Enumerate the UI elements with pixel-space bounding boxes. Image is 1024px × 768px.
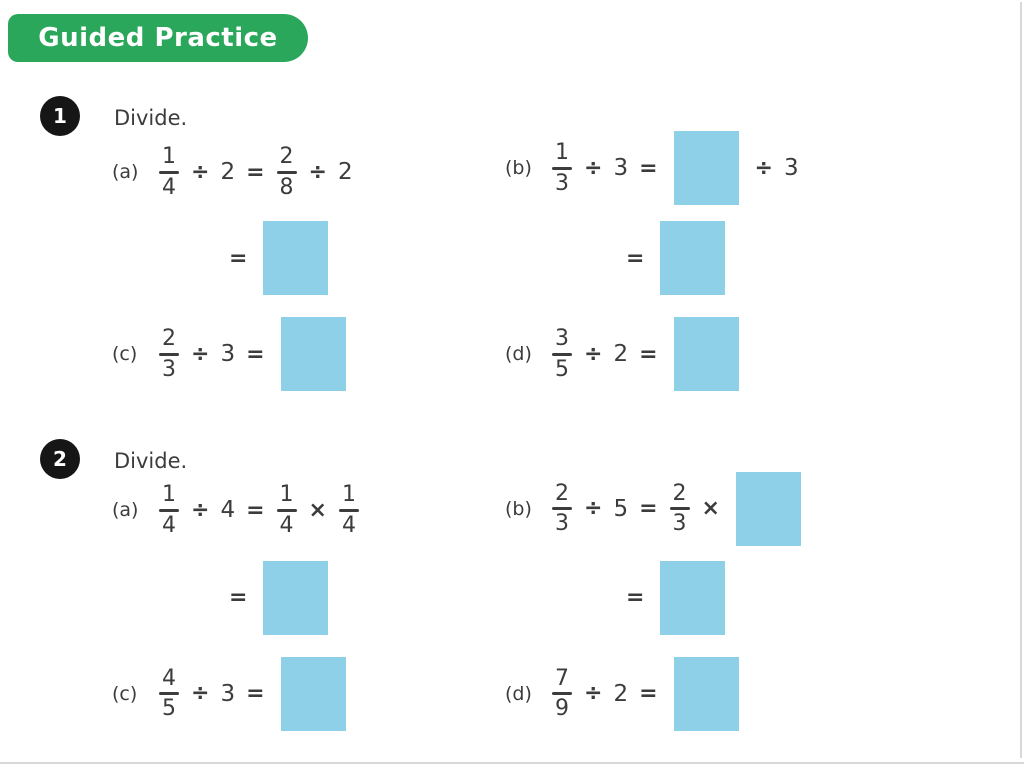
number: 3	[220, 341, 236, 367]
part-label: (c)	[112, 682, 138, 705]
fraction-numerator: 1	[162, 144, 176, 170]
fraction-bar	[552, 507, 572, 510]
number: 2	[613, 341, 629, 367]
banner-label: Guided Practice	[38, 23, 278, 53]
fraction-bar	[670, 507, 690, 510]
problem-1-badge	[40, 96, 80, 136]
fraction	[277, 483, 297, 536]
fraction-numerator: 2	[162, 326, 176, 352]
fraction	[159, 145, 179, 198]
fraction	[159, 483, 179, 536]
fraction-bar	[159, 692, 179, 695]
operator: ÷	[584, 496, 603, 521]
operator: ÷	[308, 159, 327, 185]
fraction-denominator: 9	[555, 696, 569, 721]
answer-box[interactable]	[263, 221, 328, 295]
number: 3	[220, 680, 236, 707]
fraction-numerator: 7	[555, 665, 569, 691]
operator: =	[229, 245, 248, 271]
number: 2	[337, 159, 353, 185]
fraction-bar	[552, 167, 572, 170]
fraction-numerator: 2	[672, 480, 687, 506]
fraction-denominator: 5	[555, 356, 569, 382]
answer-box[interactable]	[281, 657, 346, 731]
operator: =	[639, 681, 658, 706]
operator: =	[246, 159, 265, 185]
fraction-bar	[159, 353, 179, 356]
part-label: (d)	[505, 682, 532, 705]
number: 2	[613, 680, 629, 707]
fraction	[670, 482, 690, 535]
fraction-numerator: 1	[279, 482, 294, 508]
operator: ÷	[191, 159, 210, 185]
fraction-denominator: 4	[162, 174, 176, 200]
fraction	[277, 145, 297, 198]
fraction-numerator: 3	[555, 326, 569, 352]
operator: ÷	[584, 155, 603, 181]
answer-box[interactable]	[660, 221, 725, 295]
fraction	[339, 483, 359, 536]
operator: =	[639, 496, 658, 521]
equation-2c	[112, 655, 355, 732]
part-label: (a)	[112, 499, 139, 521]
fraction-bar	[159, 171, 179, 174]
operator: =	[626, 585, 645, 610]
equation-2b-step2	[619, 560, 734, 635]
guided-practice-banner	[8, 14, 308, 62]
part-label: (b)	[505, 157, 532, 179]
part-label: (d)	[505, 343, 532, 365]
fraction-denominator: 3	[162, 356, 176, 382]
page-right-edge	[1020, 2, 1022, 758]
number: 3	[783, 155, 799, 181]
operator: ÷	[191, 497, 210, 523]
answer-box[interactable]	[674, 131, 739, 205]
fraction-bar	[552, 692, 572, 695]
problem-1-number: 1	[53, 104, 67, 128]
problem-2-badge	[40, 439, 80, 479]
part-label: (c)	[112, 343, 138, 365]
equation-1b	[505, 130, 803, 206]
operator: ×	[701, 496, 720, 521]
fraction	[159, 667, 179, 720]
equation-2a-step2	[222, 560, 337, 635]
fraction-numerator: 2	[555, 480, 569, 506]
fraction	[552, 667, 572, 720]
fraction-denominator: 4	[162, 512, 176, 538]
answer-box[interactable]	[281, 317, 346, 391]
answer-box[interactable]	[660, 561, 725, 635]
equation-1c	[112, 316, 355, 392]
fraction-numerator: 1	[341, 482, 356, 508]
fraction-bar	[552, 353, 572, 356]
operator: =	[639, 341, 658, 367]
fraction-denominator: 8	[279, 174, 294, 200]
fraction-denominator: 3	[672, 511, 687, 536]
equation-1a-step2	[222, 221, 337, 295]
problem-2-instruction: Divide.	[114, 449, 188, 473]
part-label: (b)	[505, 497, 532, 520]
number: 4	[220, 497, 236, 523]
fraction-numerator: 2	[279, 144, 294, 170]
fraction	[552, 482, 572, 535]
operator: =	[246, 341, 265, 367]
equation-1a	[112, 140, 357, 204]
number: 2	[220, 159, 236, 185]
operator: =	[626, 245, 645, 271]
equation-2b	[505, 470, 810, 547]
operator: =	[639, 155, 658, 181]
operator: ÷	[584, 341, 603, 367]
fraction-denominator: 4	[279, 512, 294, 538]
fraction-bar	[277, 509, 297, 512]
problem-2-number: 2	[53, 447, 67, 471]
answer-box[interactable]	[736, 472, 801, 546]
equation-1d	[505, 316, 748, 392]
operator: =	[246, 681, 265, 706]
equation-2d	[505, 655, 748, 732]
part-label: (a)	[112, 161, 139, 183]
operator: ÷	[191, 681, 210, 706]
number: 3	[613, 155, 629, 181]
operator: =	[229, 585, 248, 610]
fraction	[552, 327, 572, 380]
answer-box[interactable]	[674, 657, 739, 731]
operator: =	[246, 497, 265, 523]
fraction-denominator: 3	[555, 170, 569, 196]
fraction-numerator: 4	[162, 665, 176, 691]
fraction	[159, 327, 179, 380]
fraction-bar	[159, 509, 179, 512]
answer-box[interactable]	[263, 561, 328, 635]
operator: ÷	[584, 681, 603, 706]
fraction-denominator: 4	[341, 512, 356, 538]
problem-1-instruction: Divide.	[114, 106, 188, 130]
fraction-bar	[277, 171, 297, 174]
equation-2a	[112, 478, 364, 542]
operator: ÷	[191, 341, 210, 367]
page-bottom-edge	[0, 762, 1024, 764]
answer-box[interactable]	[674, 317, 739, 391]
fraction-numerator: 1	[162, 482, 176, 508]
fraction-numerator: 1	[555, 140, 569, 166]
fraction	[552, 141, 572, 194]
number: 5	[613, 495, 629, 522]
fraction-denominator: 5	[162, 696, 176, 721]
fraction-denominator: 3	[555, 511, 569, 536]
operator: ×	[308, 497, 327, 523]
equation-1b-step2	[619, 221, 734, 295]
operator: ÷	[754, 155, 773, 181]
fraction-bar	[339, 509, 359, 512]
